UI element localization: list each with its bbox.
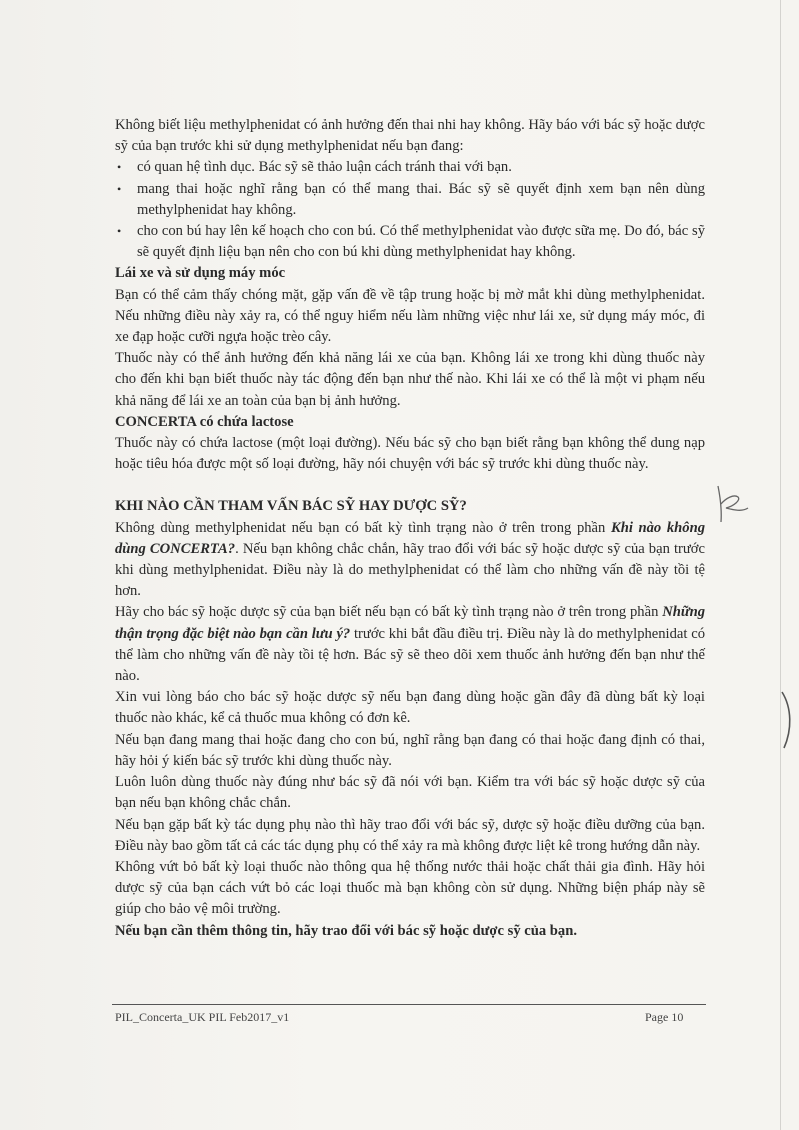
consult-paragraph-3: Xin vui lòng báo cho bác sỹ hoặc dược sỹ nếu bạn đang dùng hoặc gần đây đã dùng bất kỳ loại thuốc nào khác, kể cả thuốc mua không có đơn kê.: [115, 689, 705, 727]
consult-p2-text-a: Hãy cho bác sỹ hoặc dược sỹ của bạn biết nếu bạn có bất kỳ tình trạng nào ở trên trong phần: [115, 604, 663, 621]
consult-p1-text-a: Không dùng methylphenidat nếu bạn có bất kỳ tình trạng nào ở trên trong phần: [115, 519, 611, 536]
footer-rule: [112, 1004, 706, 1005]
consult-p1-text-b: . Nếu bạn không chắc chắn, hãy trao đổi với bác sỹ hoặc dược sỹ của bạn trước khi dùng methylphenidat. Điều này là do methylphenidat có thể làm cho những vấn đề này tồi tệ hơn.: [115, 540, 705, 600]
consult-paragraph-4: Nếu bạn đang mang thai hoặc đang cho con bú, nghĩ rằng bạn đang có thai hoặc đang định có thai, hãy hỏi ý kiến bác sỹ trước khi dùng thuốc này.: [115, 731, 705, 769]
consult-p2-section-ref: Những thận trọng đặc biệt nào bạn cần lưu ý?: [115, 604, 705, 642]
consult-heading: KHI NÀO CẦN THAM VẤN BÁC SỸ HAY DƯỢC SỸ?: [115, 498, 467, 515]
pregnancy-paragraph: Không biết liệu methylphenidat có ảnh hưởng đến thai nhi hay không. Hãy báo với bác sỹ hoặc dược sỹ của bạn trước khi sử dụng methylphenidat nếu bạn đang:: [115, 117, 705, 155]
driving-heading: Lái xe và sử dụng máy móc: [115, 265, 286, 282]
consult-p1-section-ref: Khi nào không dùng CONCERTA?: [115, 519, 705, 557]
consult-paragraph-5: Luôn luôn dùng thuốc này đúng như bác sỹ đã nói với bạn. Kiểm tra với bác sỹ hoặc dược sỹ của bạn nếu bạn không chắc chắn.: [115, 774, 705, 812]
bullet-item: • có quan hệ tình dục. Bác sỹ sẽ thảo luận cách tránh thai với bạn.: [115, 157, 705, 178]
scan-edge-line: [780, 0, 781, 1130]
pregnancy-bullet-list: [115, 157, 705, 263]
handwritten-mark: [712, 482, 752, 527]
consult-paragraph-2: [115, 602, 705, 687]
page-content: [115, 115, 705, 942]
bullet-item: • cho con bú hay lên kế hoạch cho con bú. Có thể methylphenidat vào được sữa mẹ. Do đó, bác sỹ sẽ quyết định liệu bạn nên cho con bú khi dùng methylphenidat hay không.: [115, 221, 705, 263]
consult-paragraph-7: Không vứt bỏ bất kỳ loại thuốc nào thông qua hệ thống nước thải hoặc chất thải gia đình. Hãy hỏi dược sỹ của bạn cách vứt bỏ các loại thuốc mà bạn không còn sử dụng. Những biện pháp này sẽ giúp cho bảo vệ môi trường.: [115, 858, 705, 918]
consult-paragraph-1: [115, 518, 705, 603]
consult-paragraph-6: Nếu bạn gặp bất kỳ tác dụng phụ nào thì hãy trao đổi với bác sỹ, dược sỹ hoặc điều dưỡng của bạn. Điều này bao gồm tất cả các tác dụng phụ có thể xảy ra mà không được liệt kê trong hướng dẫn này.: [115, 816, 705, 854]
driving-paragraph-2: Thuốc này có thể ảnh hưởng đến khả năng lái xe của bạn. Không lái xe trong khi dùng thuốc này cho đến khi bạn biết thuốc này tác động đến bạn như thế nào. Khi lái xe có thể là một vi phạm nếu khả năng để lái xe an toàn của bạn bị ảnh hưởng.: [115, 350, 705, 409]
lactose-heading: CONCERTA có chứa lactose: [115, 413, 294, 430]
footer-document-id: PIL_Concerta_UK PIL Feb2017_v1: [115, 1010, 290, 1024]
bullet-item: • mang thai hoặc nghĩ rằng bạn có thể mang thai. Bác sỹ sẽ quyết định xem bạn nên dùng methylphenidat hay không.: [115, 179, 705, 221]
consult-paragraph-8: Nếu bạn cần thêm thông tin, hãy trao đổi với bác sỹ hoặc dược sỹ của bạn.: [115, 922, 577, 939]
driving-paragraph-1: Bạn có thể cảm thấy chóng mặt, gặp vấn đề về tập trung hoặc bị mờ mắt khi dùng methylphenidat. Nếu những điều này xảy ra, có thể nguy hiểm nếu làm những việc như lái xe, sử dụng máy móc, đi xe đạp hoặc cưỡi ngựa hoặc trèo cây.: [115, 286, 705, 346]
lactose-paragraph: Thuốc này có chứa lactose (một loại đường). Nếu bác sỹ cho bạn biết rằng bạn không thể dung nạp hoặc tiêu hóa được một số loại đường, hãy nói chuyện với bác sỹ trước khi dùng thuốc này.: [115, 435, 705, 473]
footer-page-number: Page 10: [645, 1010, 684, 1024]
consult-p2-text-b: trước khi bắt đầu điều trị. Điều này là do methylphenidat có thể làm cho những vấn đề này tồi tệ hơn. Bác sỹ sẽ theo dõi xem thuốc ảnh hưởng đến bạn như thế nào.: [115, 625, 705, 685]
page-edge-mark: [778, 690, 798, 750]
